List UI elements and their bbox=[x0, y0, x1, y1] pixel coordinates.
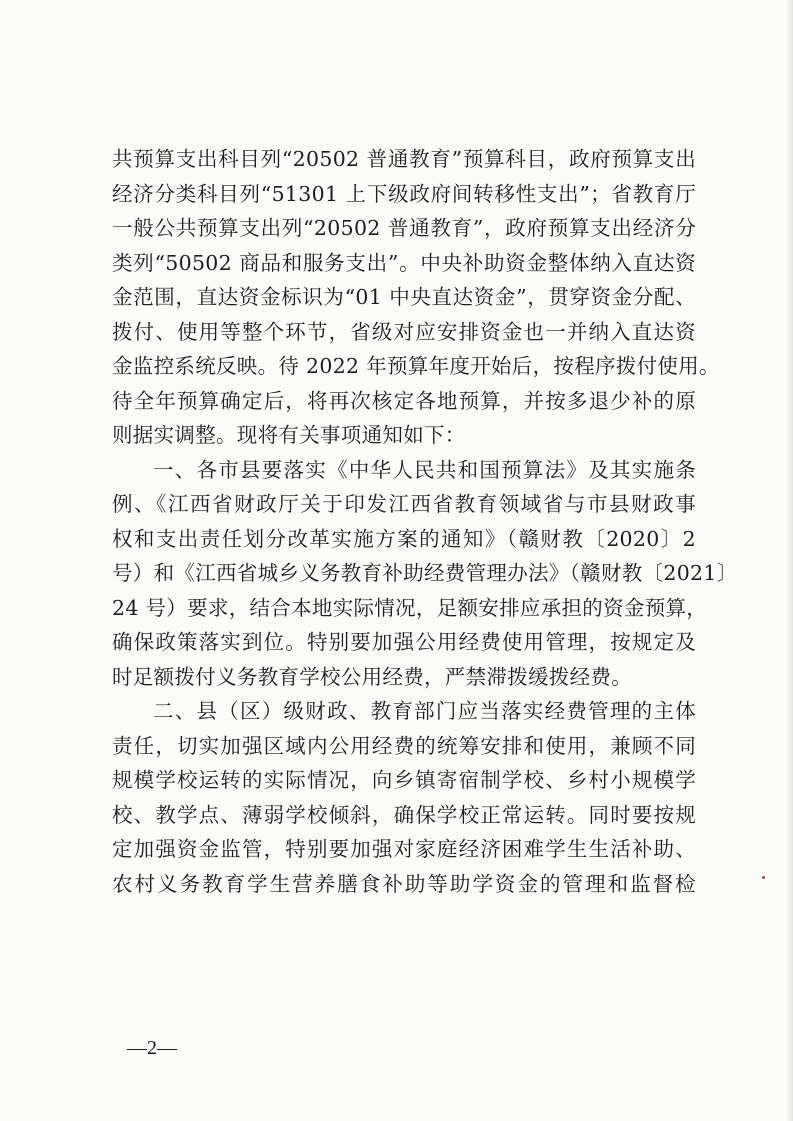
text-line-15: 确保政策落实到位。特别要加强公用经费使用管理，按规定及 bbox=[112, 630, 696, 654]
text-line-4: 类列“50502 商品和服务支出”。中央补助资金整体纳入直达资 bbox=[112, 250, 696, 275]
text-line-6: 拨付、使用等整个环节，省级对应安排资金也一并纳入直达资 bbox=[112, 319, 696, 344]
page-edge bbox=[787, 0, 793, 1121]
page-number: —2— bbox=[127, 1037, 177, 1059]
text-line-14: 24 号）要求，结合本地实际情况，足额安排应承担的资金预算， bbox=[112, 595, 708, 620]
text-line-13: 号）和《江西省城乡义务教育补助经费管理办法》（赣财教〔2021〕 bbox=[112, 561, 738, 585]
text-line-21: 定加强资金监管，特别要加强对家庭经济困难学生生活补助、 bbox=[112, 837, 696, 861]
text-line-17: 二、县（区）级财政、教育部门应当落实经费管理的主体 bbox=[153, 699, 696, 723]
text-line-12: 权和支出责任划分改革实施方案的通知》（赣财教〔2020〕2 bbox=[112, 526, 696, 551]
text-line-20: 校、教学点、薄弱学校倾斜，确保学校正常运转。同时要按规 bbox=[112, 802, 696, 827]
text-line-3: 一般公共预算支出列“20502 普通教育”，政府预算支出经济分 bbox=[112, 216, 696, 240]
text-line-9: 则据实调整。现将有关事项通知如下： bbox=[112, 423, 466, 447]
text-line-19: 规模学校运转的实际情况，向乡镇寄宿制学校、乡村小规模学 bbox=[112, 768, 696, 792]
document-body bbox=[112, 142, 738, 901]
text-line-22: 农村义务教育学生营养膳食补助等助学资金的管理和监督检 bbox=[112, 871, 696, 896]
text-line-8: 待全年预算确定后，将再次核定各地预算，并按多退少补的原 bbox=[112, 388, 696, 413]
text-line-1: 共预算支出科目列“20502 普通教育”预算科目，政府预算支出 bbox=[112, 147, 696, 171]
text-line-10: 一、各市县要落实《中华人民共和国预算法》及其实施条 bbox=[153, 457, 696, 482]
scan-mark bbox=[762, 876, 765, 879]
text-line-11: 例、《江西省财政厅关于印发江西省教育领域省与市县财政事 bbox=[112, 492, 696, 516]
text-line-2: 经济分类科目列“51301 上下级政府间转移性支出”；省教育厅 bbox=[112, 181, 696, 206]
text-line-5: 金范围，直达资金标识为“01 中央直达资金”，贯穿资金分配、 bbox=[112, 285, 696, 309]
text-line-18: 责任，切实加强区域内公用经费的统筹安排和使用，兼顾不同 bbox=[112, 733, 696, 758]
text-line-16: 时足额拨付义务教育学校公用经费，严禁滞拨缓拨经费。 bbox=[112, 664, 632, 689]
text-line-7: 金监控系统反映。待 2022 年预算年度开始后，按程序拨付使用。 bbox=[112, 354, 720, 378]
